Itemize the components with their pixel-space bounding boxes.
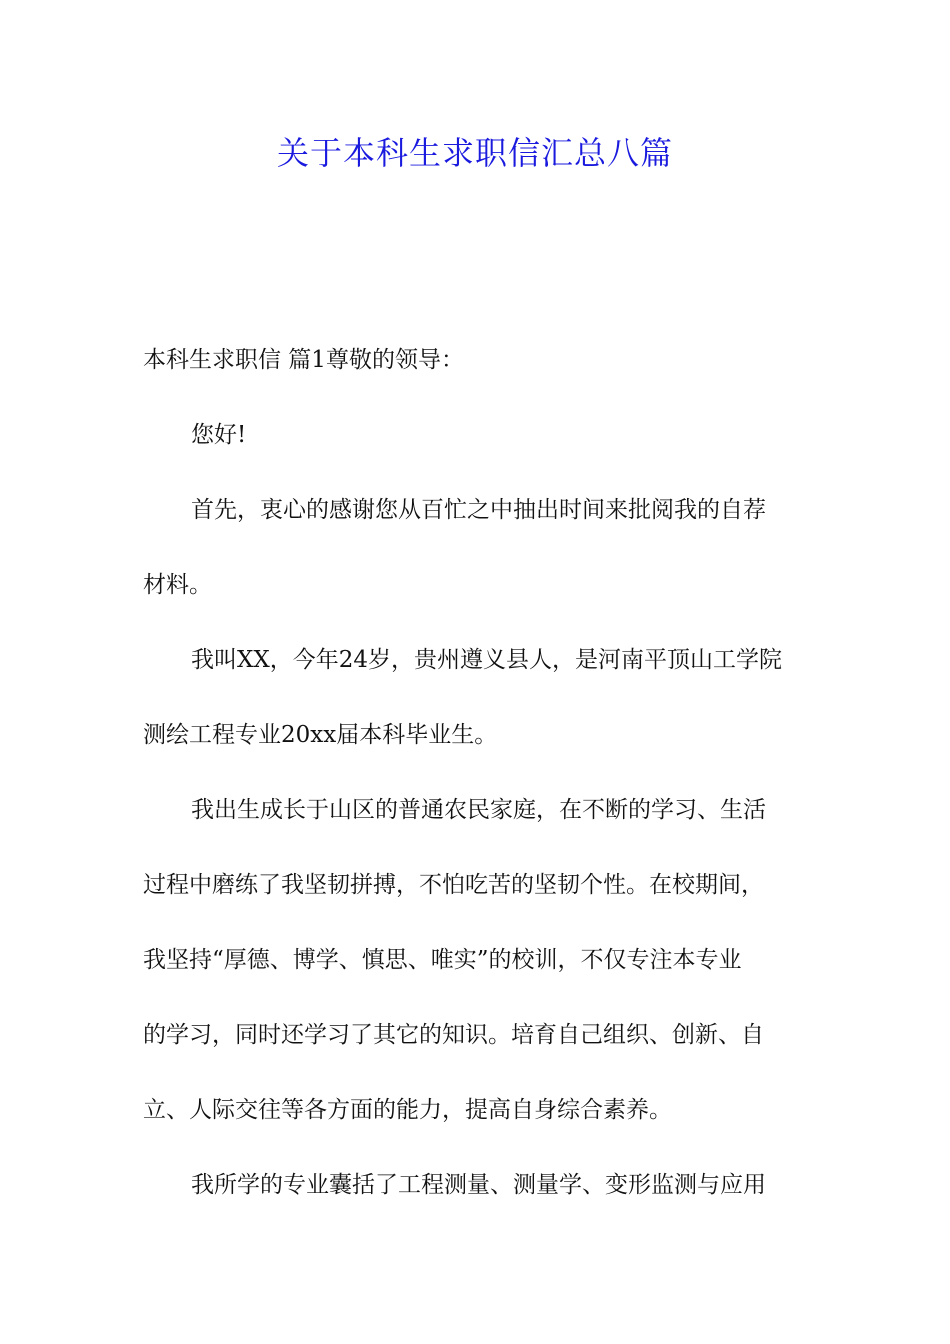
paragraph-line: 过程中磨练了我坚韧拼搏，不怕吃苦的坚韧个性。在校期间， [143,872,764,898]
greeting-line: 您好! [191,422,247,448]
paragraph-line: 我叫XX，今年24岁，贵州遵义县人，是河南平顶山工学院 [191,647,783,673]
paragraph-line: 首先，衷心的感谢您从百忙之中抽出时间来批阅我的自荐 [191,497,766,523]
salutation-line: 本科生求职信 篇1尊敬的领导： [143,347,464,373]
paragraph-line: 立、人际交往等各方面的能力，提高自身综合素养。 [143,1097,672,1123]
paragraph-line: 材料。 [143,572,212,598]
paragraph-line: 我坚持“厚德、博学、慎思、唯实”的校训，不仅专注本专业 [143,947,742,973]
paragraph-line: 的学习，同时还学习了其它的知识。培育自己组织、创新、自 [143,1022,764,1048]
document-title: 关于本科生求职信汇总八篇 [276,134,673,172]
paragraph-line: 我出生成长于山区的普通农民家庭，在不断的学习、生活 [191,797,766,823]
paragraph-line: 测绘工程专业20xx届本科毕业生。 [143,722,498,748]
paragraph-line: 我所学的专业囊括了工程测量、测量学、变形监测与应用 [191,1172,766,1198]
document-body [143,323,808,1223]
